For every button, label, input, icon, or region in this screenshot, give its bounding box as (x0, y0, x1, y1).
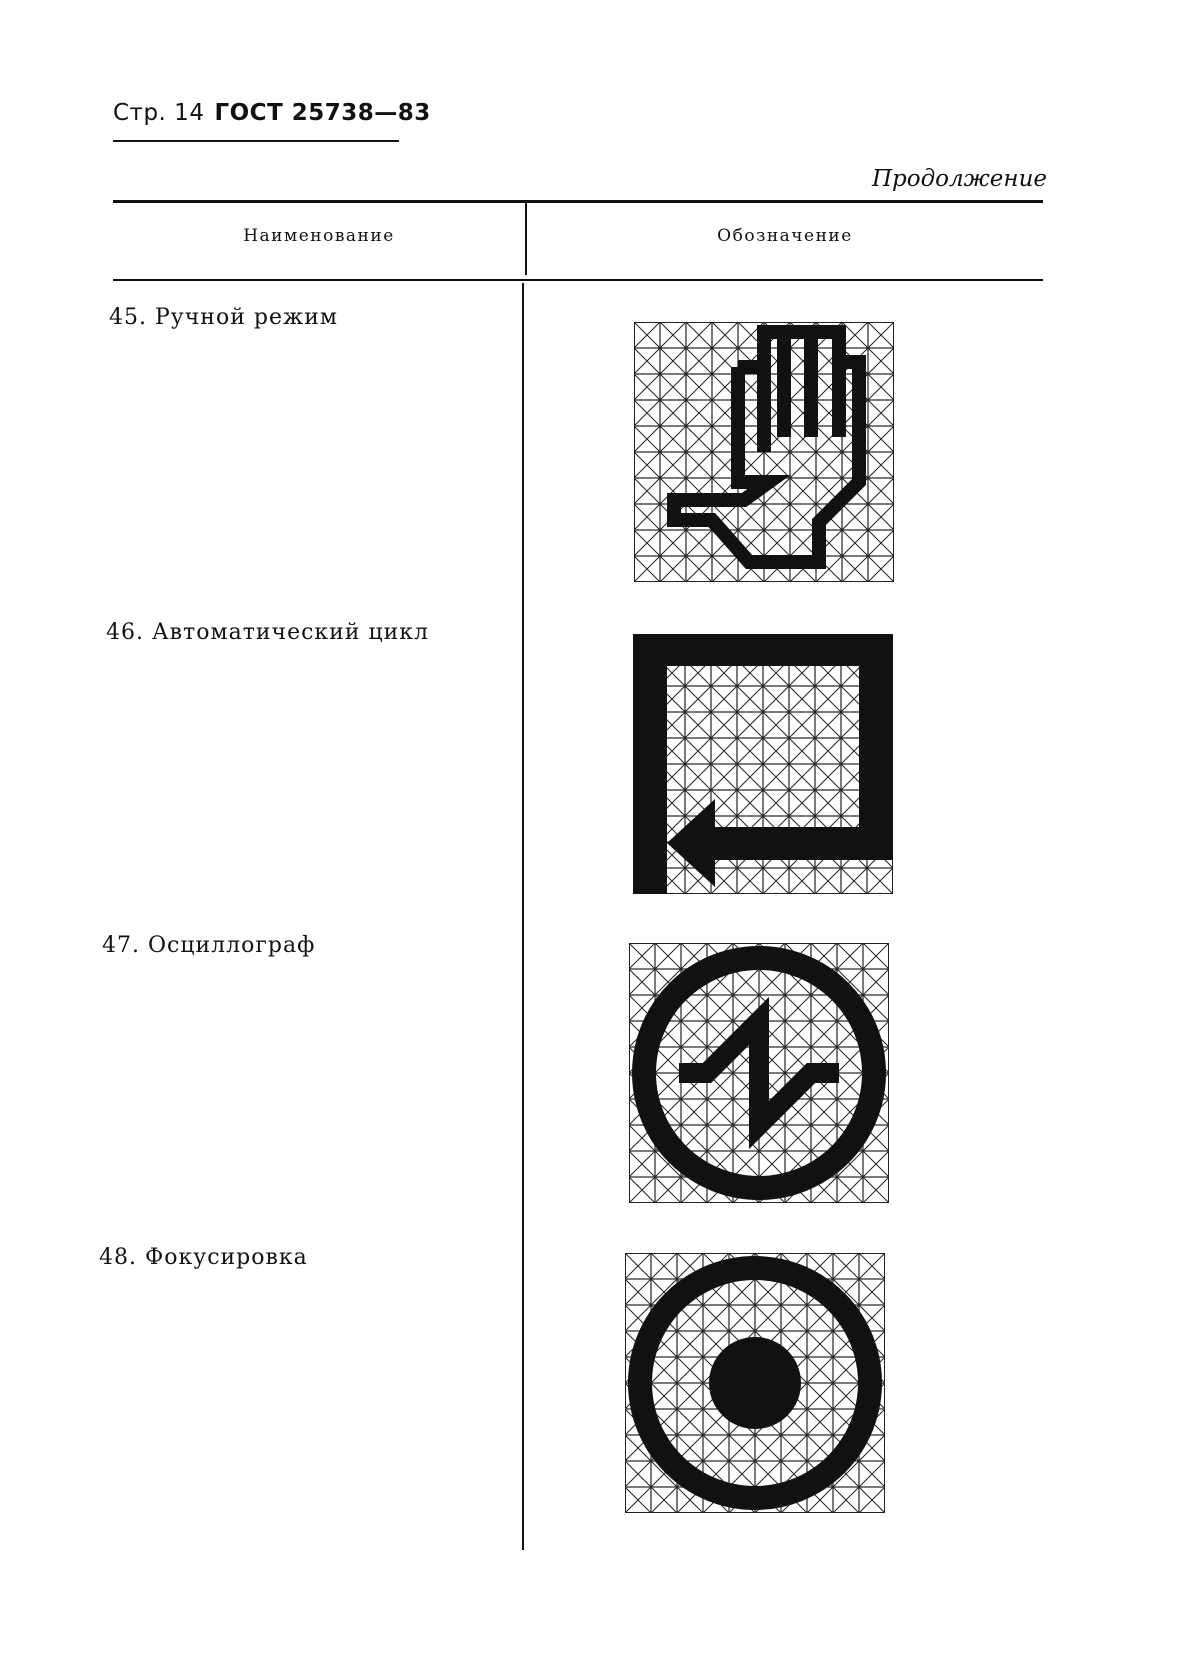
table-row-46-label (106, 620, 429, 645)
table-row-47-label (102, 933, 315, 958)
row-name: Ручной режим (155, 305, 338, 330)
header-underline (113, 140, 399, 142)
column-header-name: Наименование (243, 226, 395, 246)
manual-mode-hand-icon (634, 322, 894, 582)
automatic-cycle-icon (633, 634, 893, 894)
row-name: Автоматический цикл (152, 620, 430, 645)
row-number: 48. (99, 1245, 137, 1270)
symbol-manual-mode (634, 322, 894, 582)
table-top-rule (113, 200, 1043, 203)
page-header (113, 100, 431, 126)
row-name: Осциллограф (148, 933, 316, 958)
table-header-rule (113, 279, 1043, 281)
column-divider (522, 283, 524, 1550)
row-number: 45. (109, 305, 147, 330)
standard-number: ГОСТ 25738—83 (214, 100, 431, 126)
column-header-symbol: Обозначение (717, 226, 853, 246)
table-row-48-label (99, 1245, 308, 1270)
continuation-label: Продолжение (871, 166, 1047, 192)
symbol-oscillograph (629, 943, 889, 1203)
oscillograph-icon (629, 943, 889, 1203)
page-number: Стр. 14 (113, 100, 205, 126)
symbol-focusing (625, 1253, 885, 1513)
table-row-45-label (109, 305, 338, 330)
row-number: 46. (106, 620, 144, 645)
row-number: 47. (102, 933, 140, 958)
row-name: Фокусировка (145, 1245, 308, 1270)
symbol-automatic-cycle (633, 634, 893, 894)
focusing-icon (625, 1253, 885, 1513)
